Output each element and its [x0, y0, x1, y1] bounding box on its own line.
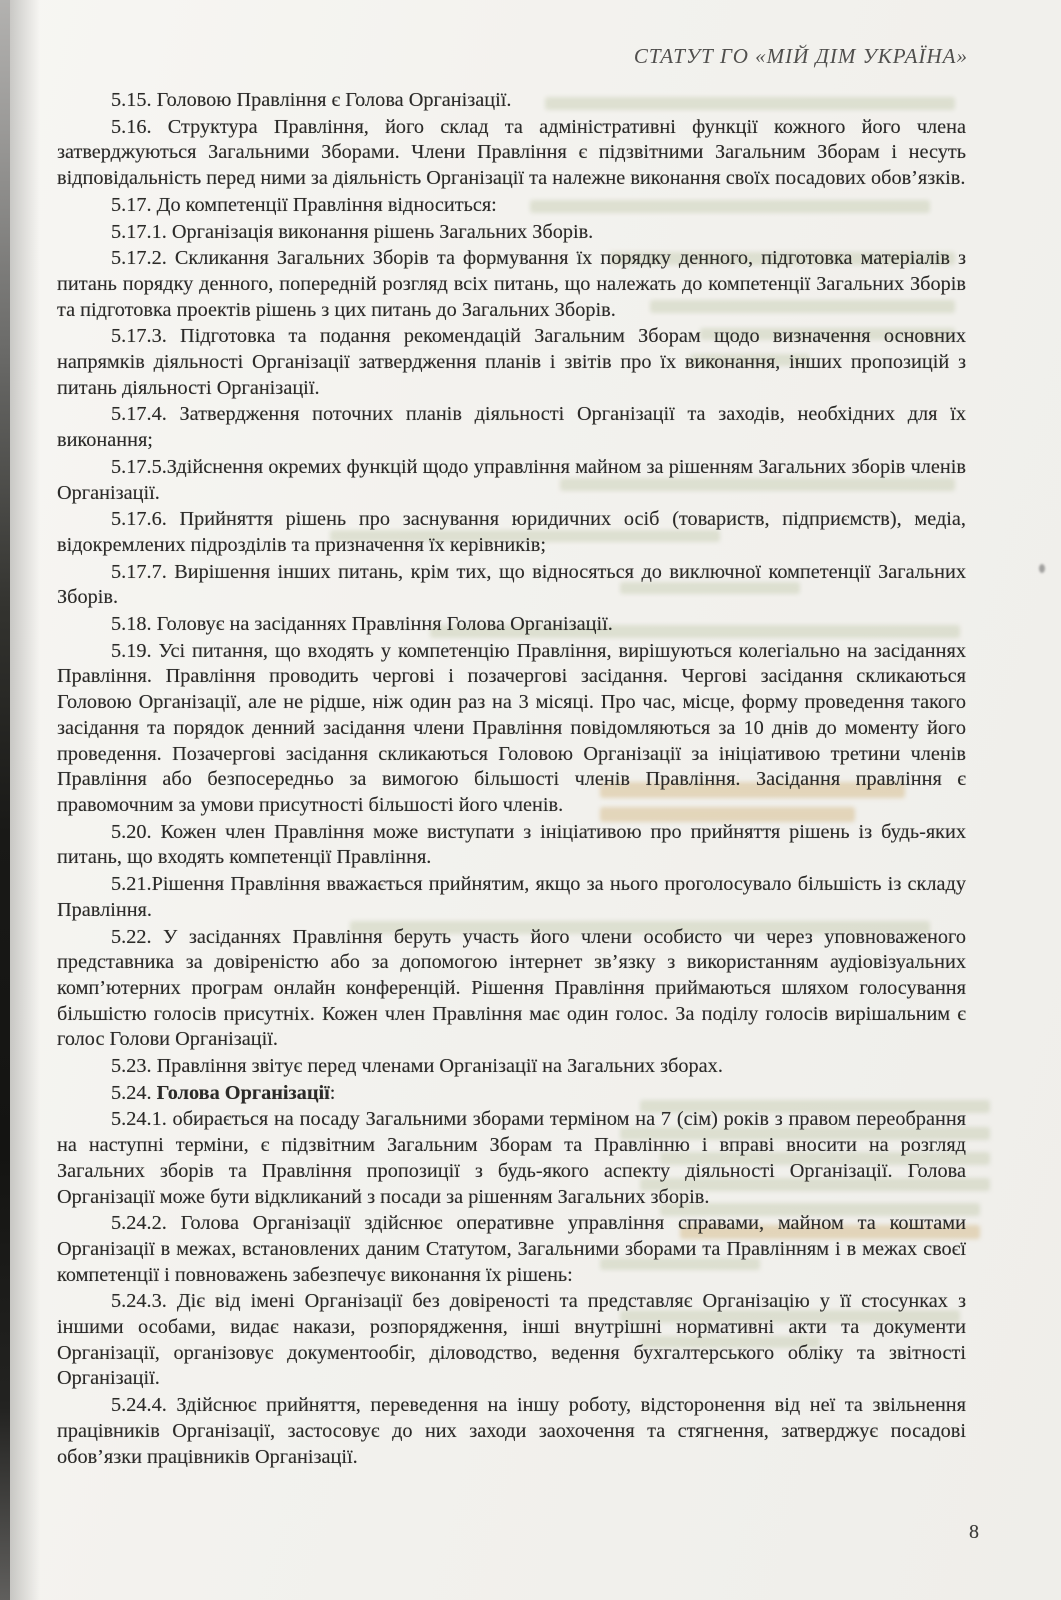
document-title-header: СТАТУТ ГО «МІЙ ДІМ УКРАЇНА»: [633, 44, 968, 68]
statute-body: [57, 88, 966, 1471]
clause-5-23: 5.23. Правління звітує перед членами Організації на Загальних зборах.: [111, 1055, 723, 1078]
clause-5-20: 5.20. Кожен член Правління може виступати з ініціативою про прийняття рішень із будь-яких питань, що входять компетенції Правління.: [57, 820, 966, 869]
clause-bold-title: Голова Організації: [156, 1081, 330, 1104]
clause-5-18: 5.18. Головує на засіданнях Правління Голова Організації.: [111, 613, 613, 636]
page-number: 8: [969, 1521, 979, 1543]
clause-5-21: 5.21.Рішення Правління вважається прийнятим, якщо за нього проголосувало більшість із складу Правління.: [57, 873, 966, 921]
clause-5-17-3: 5.17.3. Підготовка та подання рекомендацій Загальним Зборам щодо визначення основних напрямків діяльності Організації затвердження планів і звітів про їх виконання, інших пропозицій з питань діяльності Організації.: [57, 325, 966, 399]
clause-5-17-1: 5.17.1. Організація виконання рішень Загальних Зборів.: [111, 220, 594, 243]
clause-5-17: 5.17. До компетенції Правління відноситься:: [111, 193, 497, 216]
scan-speck: [1039, 564, 1045, 573]
clause-5-17-7: 5.17.7. Вирішення інших питань, крім тих, що відносяться до виключної компетенції Загальних Зборів.: [57, 560, 966, 609]
clause-5-24-3: 5.24.3. Діє від імені Організації без довіреності та представляє Організацію у її стосунках з іншими особами, видає накази, розпорядження, інші внутрішні нормативні акти та документи Організації, організовує документообіг, діловодство, ведення бухгалтерського обліку та звітності Організації.: [57, 1290, 966, 1390]
clause-5-19: 5.19. Усі питання, що входять у компетенцію Правління, вирішуються колегіально на засіданнях Правління. Правління проводить чергові і позачергові засідання. Чергові засідання скликаються Головою Організації, але не рідше, ніж один раз на 3 місяці. Про час, місце, форму проведення такого засідання та порядок денний засідання члени Правління повідомляються за 10 днів до моменту його проведення. Позачергові засідання скликаються Головою Організації за ініціативою третини членів Правління або безпосередньо за вимогою більшості членів Правління. Засідання правління є правомочним за умови присутності більшості його членів.: [57, 639, 966, 816]
clause-tail: :: [329, 1081, 336, 1104]
clause-5-24-1: 5.24.1. обирається на посаду Загальними зборами терміном на 7 (сім) років з правом переобрання на наступні терміни, є підзвітним Загальним Зборам та Правлінню і вправі вносити на розгляд Загальних зборів та Правління пропозиції з будь-якого аспекту діяльності Організації. Голова Організації може бути відкликаний з посади за рішенням Загальних зборів.: [57, 1108, 966, 1208]
clause-5-24: [57, 1081, 966, 1107]
scan-edge-shadow: [0, 0, 10, 1600]
clause-5-17-2: 5.17.2. Скликання Загальних Зборів та формування їх порядку денного, підготовка матеріалів з питань порядку денного, попередній розгляд всіх питань, що належать до компетенції Загальних Зборів та підготовка проектів рішень з цих питань до Загальних Зборів.: [57, 247, 966, 321]
clause-5-24-2: 5.24.2. Голова Організації здійснює оперативне управління справами, майном та коштами Організації в межах, встановлених даним Статутом, Загальними зборами та Правлінням і в межах своєї компетенції і повноважень забезпечує виконання їх рішень:: [57, 1212, 966, 1286]
clause-number: 5.24.: [111, 1081, 157, 1104]
clause-5-24-4: 5.24.4. Здійснює прийняття, переведення на іншу роботу, відсторонення від неї та звільнення працівників Організації, застосовує до них заходи заохочення та стягнення, затверджує посадові обов’язки працівників Організації.: [57, 1394, 966, 1468]
clause-5-15: 5.15. Головою Правління є Голова Організації.: [111, 89, 512, 111]
clause-5-17-6: 5.17.6. Прийняття рішень про заснування юридичних осіб (товариств, підприємств), медіа, відокремлених підрозділів та призначення їх керівників;: [57, 508, 966, 556]
clause-5-16: 5.16. Структура Правління, його склад та адміністративні функції кожного його члена затверджуються Загальними Зборами. Члени Правління є підзвітними Загальним Зборам і несуть відповідальність перед ними за діяльність Організації та належне виконання своїх посадових обов’язків.: [57, 115, 966, 190]
clause-5-17-5: 5.17.5.Здійснення окремих функцій щодо управління майном за рішенням Загальних зборів членів Організації.: [57, 455, 966, 504]
scan-edge-fade: [10, 0, 40, 1600]
clause-5-22: 5.22. У засіданнях Правління беруть участь його члени особисто чи через уповноваженого представника за довіреністю або за допомогою інтернет зв’язку з використанням аудіовізуальних комп’ютерних програм онлайн конференцій. Рішення Правління приймаються шляхом голосування більшістю голосів присутніх. Кожен член Правління має один голос. За поділу голосів вирішальним є голос Голови Організації.: [57, 925, 966, 1051]
clause-5-17-4: 5.17.4. Затвердження поточних планів діяльності Організації та заходів, необхідних для їх виконання;: [57, 403, 966, 452]
